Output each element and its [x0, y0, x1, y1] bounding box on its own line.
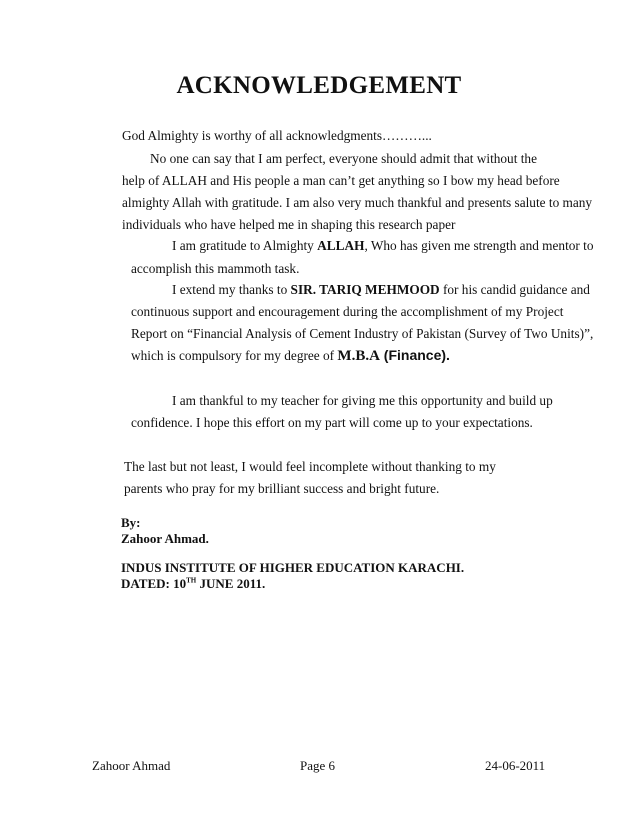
allah-bold: ALLAH: [317, 238, 365, 253]
signature-institute: INDUS INSTITUTE OF HIGHER EDUCATION KARACHI.: [121, 560, 465, 575]
mentor-name-bold: SIR. TARIQ MEHMOOD: [290, 282, 440, 297]
line-6-end: , Who has given me strength and mentor to: [364, 238, 594, 253]
footer-author: Zahoor Ahmad: [92, 758, 171, 773]
text-line-13: confidence. I hope this effort on my part will come up to your expectations.: [131, 415, 533, 430]
text-line-7: accomplish this mammoth task.: [131, 261, 300, 276]
text-line-1: God Almighty is worthy of all acknowledgments………...: [122, 128, 432, 143]
line-8-start: I extend my thanks to: [172, 282, 291, 297]
text-line-10: Report on “Financial Analysis of Cement Industry of Pakistan (Survey of Two Units)”,: [131, 326, 594, 341]
line-6-start: I am gratitude to Almighty: [172, 238, 318, 253]
footer-date: 24-06-2011: [485, 758, 546, 773]
text-line-5: individuals who have helped me in shaping this research paper: [122, 217, 456, 232]
text-line-3: help of ALLAH and His people a man can’t get anything so I bow my head before: [122, 173, 560, 188]
date-superscript: TH: [186, 576, 197, 585]
text-line-15: parents who pray for my brilliant success and bright future.: [124, 481, 440, 496]
text-line-9: continuous support and encouragement during the accomplishment of my Project: [131, 304, 564, 319]
text-line-14: The last but not least, I would feel incomplete without thanking to my: [124, 459, 496, 474]
text-line-4: almighty Allah with gratitude. I am also very much thankful and presents salute to many: [122, 195, 593, 210]
footer-page-number: Page 6: [300, 758, 336, 773]
signature-date: [121, 576, 265, 592]
text-line-11: [131, 347, 450, 364]
degree-bold: M.B.A: [337, 348, 380, 364]
text-line-12: I am thankful to my teacher for giving me this opportunity and build up: [172, 393, 553, 408]
line-11-start: which is compulsory for my degree of: [131, 348, 338, 363]
signature-name: Zahoor Ahmad.: [121, 531, 209, 546]
text-line-8: [172, 282, 590, 298]
degree-suffix-bold: (Finance).: [379, 347, 450, 363]
page-title: ACKNOWLEDGEMENT: [176, 72, 462, 99]
signature-by: By:: [121, 515, 141, 530]
date-prefix: DATED: 10: [121, 576, 187, 591]
text-line-2: No one can say that I am perfect, everyone should admit that without the: [150, 151, 537, 166]
line-8-end: for his candid guidance and: [439, 282, 590, 297]
text-line-6: [172, 238, 594, 254]
date-suffix: JUNE 2011.: [196, 576, 266, 591]
